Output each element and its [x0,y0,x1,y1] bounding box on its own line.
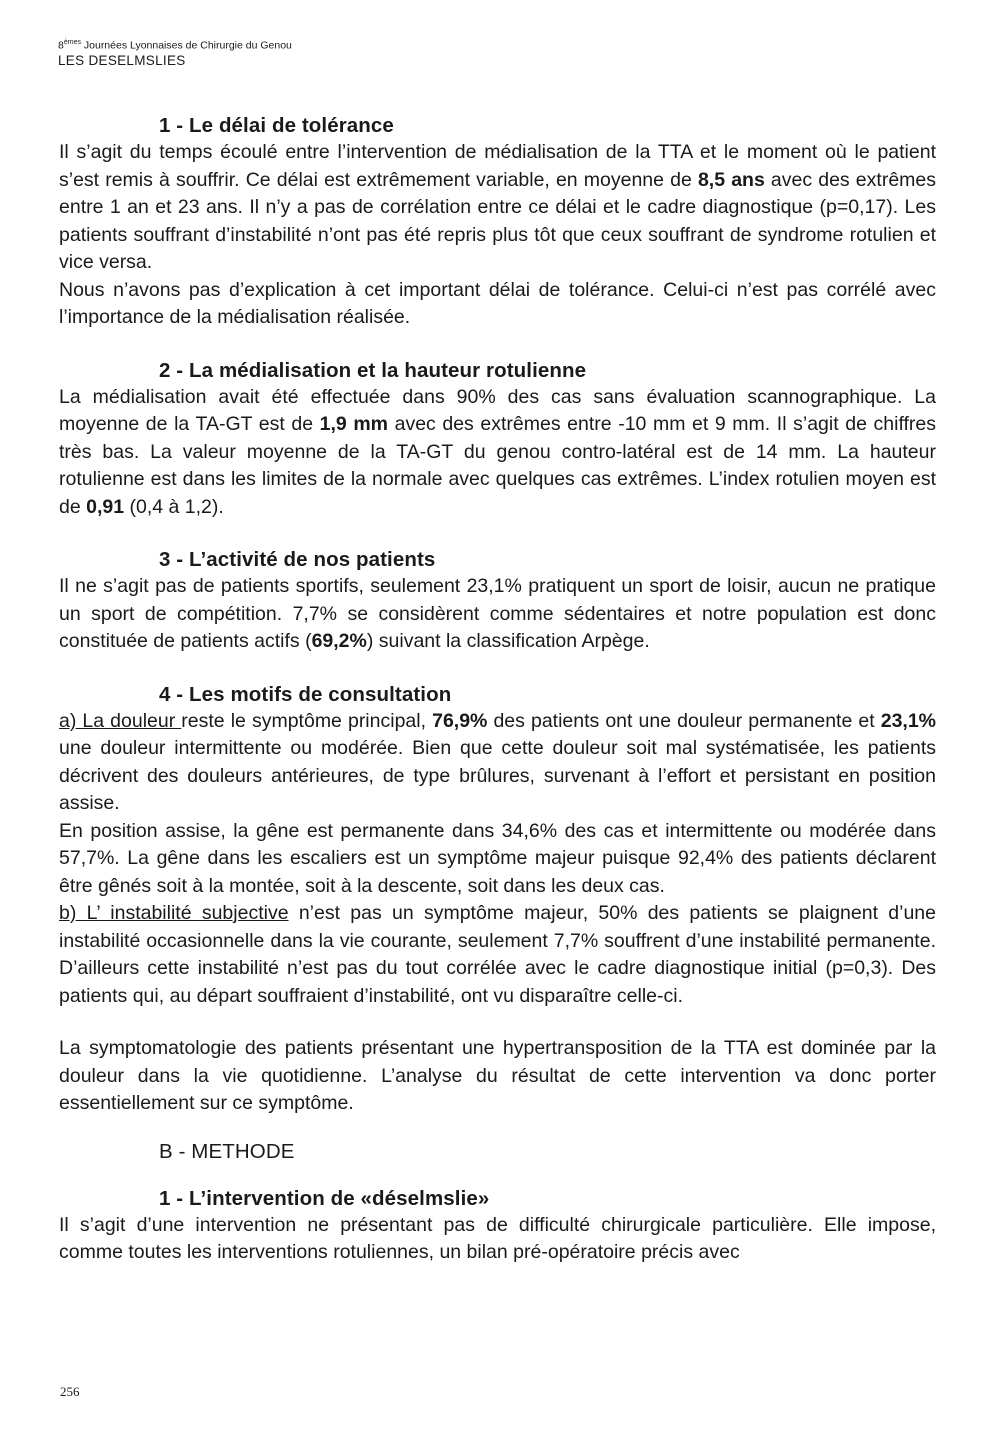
heading-methode: B - METHODE [159,1139,295,1163]
paragraph-summary: La symptomatologie des patients présentant une hypertransposition de la TTA est dominée par la douleur dans la vie quotidienne. L’analyse du résultat de cette intervention va donc porter essentiellement sur ce symptôme. [59,1037,936,1114]
article-body [59,112,936,1267]
heading-activite: 3 - L’activité de nos patients [159,548,436,571]
paragraph-instabilite: b) L’ instabilité subjective n’est pas un symptôme majeur, 50% des patients se plaignent d’une instabilité occasionnelle dans la vie courante, seulement 7,7% souffrent d’une instabilité permanente. D’ailleurs cette instabilité n’est pas du tout corrélée avec le cadre diagnostique initial (p=0,3). Des patients qui, au départ souffraient d’instabilité, ont vu disparaître celle-ci. [59,902,936,1007]
paragraph-medialisation: La médialisation avait été effectuée dans 90% des cas sans évaluation scannographique. La moyenne de la TA-GT est de 1,9 mm avec des extrêmes entre -10 mm et 9 mm. Il s’agit de chiffres très bas. La valeur moyenne de la TA-GT du genou contro-latéral est de 14 mm. La hauteur rotulienne est dans les limites de la normale avec quelques cas extrêmes. L’index rotulien moyen est de 0,91 (0,4 à 1,2). [59,385,937,518]
ordinal-suffix: èmes [63,39,81,46]
paragraph-activite: Il ne s’agit pas de patients sportifs, seulement 23,1% pratiquent un sport de loisir, aucun ne pratique un sport de compétition. 7,7% se considèrent comme sédentaires et notre population est donc constituée de patients actifs (69,2%) suivant la classification Arpège. [59,575,936,652]
paragraph-delai-2: Nous n’avons pas d’explication à cet important délai de tolérance. Celui-ci n’est pas corrélé avec l’importance de la médialisation réalisée. [59,278,936,328]
paragraph-position-assise: En position assise, la gêne est permanente dans 34,6% des cas et intermittente ou modérée dans 57,7%. La gêne dans les escaliers est un symptôme majeur puisque 92,4% des patients déclarent être gênés soit à la montée, soit à la descente, soit dans les deux cas. [59,819,936,897]
paragraph-intervention: Il s’agit d’une intervention ne présentant pas de difficulté chirurgicale particulière. Elle impose, comme toutes les interventions rotuliennes, un bilan pré-opératoire précis avec [59,1213,936,1263]
heading-motifs: 4 - Les motifs de consultation [159,682,452,706]
running-head [58,36,292,69]
paragraph-delai-1: Il s’agit du temps écoulé entre l’intervention de médialisation de la TTA et le moment où le patient s’est remis à souffrir. Ce délai est extrêmement variable, en moyenne de 8,5 ans avec des extrêmes entre 1 an et 23 ans. Il n’y a pas de corrélation entre ce délai et le cadre diagnostique (p=0,17). Les patients souffrant d’instabilité n’ont pas été repris plus tôt que ceux souffrant de syndrome rotulien et vice versa. [59,141,936,273]
page-number: 256 [60,1384,80,1399]
heading-medialisation: 2 - La médialisation et la hauteur rotulienne [159,358,587,382]
paragraph-douleur: a) La douleur reste le symptôme principal, 76,9% des patients ont une douleur permanente et 23,1% une douleur intermittente ou modérée. Bien que cette douleur soit mal systématisée, les patients décrivent des douleurs antérieures, de type brûlures, survenant à l’effort et persistant en position assise. [59,709,937,814]
heading-intervention: 1 - L’intervention de «déselmslie» [159,1186,490,1210]
running-subtitle: LES DESELMSLIES [58,52,186,68]
heading-delai-tolerance: 1 - Le délai de tolérance [159,114,394,137]
journal-title: 8èmes Journées Lyonnaises de Chirurgie du Genou [58,39,292,52]
